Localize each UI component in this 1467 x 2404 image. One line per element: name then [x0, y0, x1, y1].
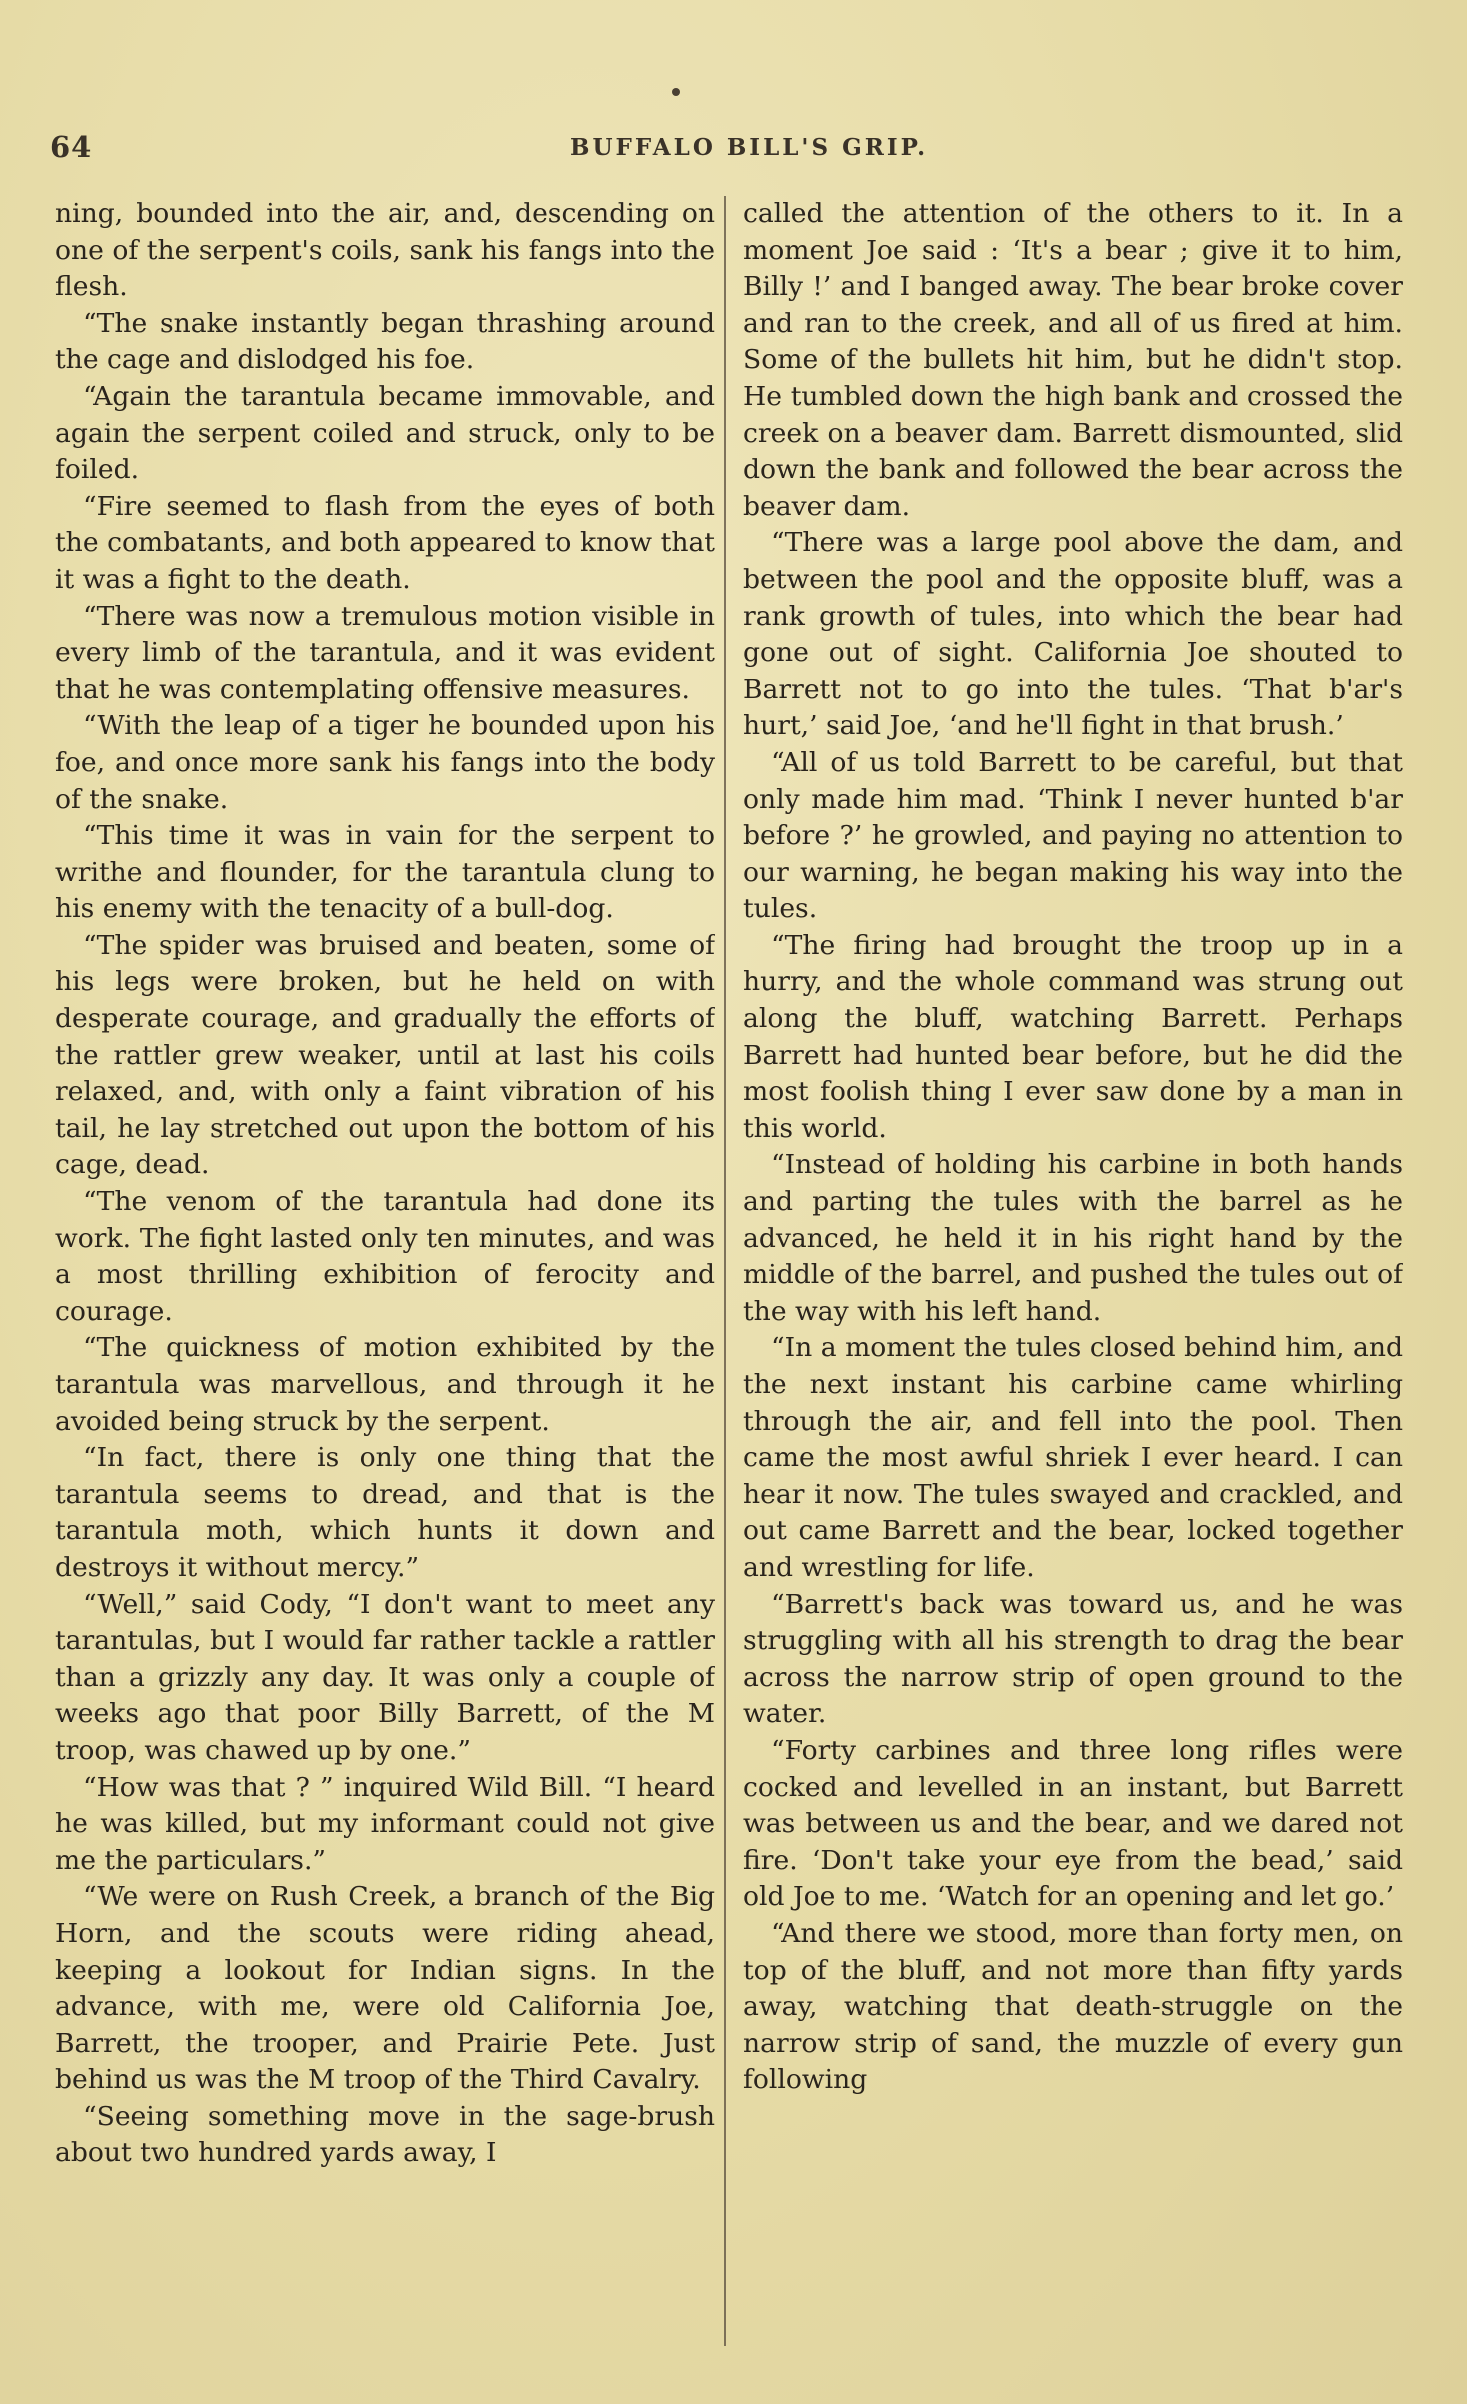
paragraph: “All of us told Barrett to be careful, but that only made him mad. ‘Think I never hunted b'ar before ?’ he growled, and paying no attention to our warning, he began making his way into the tules.: [743, 746, 1403, 925]
paragraph: “In fact, there is only one thing that the tarantula seems to dread, and that is the tarantula moth, which hunts it down and destroys it without mercy.”: [55, 1442, 715, 1583]
paragraph: “There was now a tremulous motion visible in every limb of the tarantula, and it was evident that he was contemplating offensive measures.: [55, 600, 715, 705]
paragraph: “The spider was bruised and beaten, some of his legs were broken, but he held on with desperate courage, and gradually the efforts of the rattler grew weaker, until at last his coils relaxed, and, with only a faint vibration of his tail, he lay stretched out upon the bottom of his cage, dead.: [55, 929, 715, 1181]
paragraph: “We were on Rush Creek, a branch of the Big Horn, and the scouts were riding ahead, keeping a lookout for Indian signs. In the advance, with me, were old California Joe, Barrett, the trooper, and Prairie Pete. Just behind us was the M troop of the Third Cavalry.: [55, 1881, 715, 2096]
paragraph: “The snake instantly began thrashing around the cage and dislodged his foe.: [55, 307, 715, 376]
paragraph: “How was that ? ” inquired Wild Bill. “I heard he was killed, but my informant could not give me the particulars.”: [55, 1771, 715, 1876]
paragraph: “Barrett's back was toward us, and he was struggling with all his strength to drag the bear across the narrow strip of open ground to the water.: [743, 1588, 1403, 1730]
page-number: 64: [50, 130, 93, 164]
left-column: [55, 196, 715, 2346]
paragraph: “With the leap of a tiger he bounded upon his foe, and once more sank his fangs into the body of the snake.: [55, 710, 715, 815]
paragraph: called the attention of the others to it. In a moment Joe said : ‘It's a bear ; give it to him, Billy !’ and I banged away. The bear broke cover and ran to the creek, and all of us fired at him. Some of the bullets hit him, but he didn't stop. He tumbled down the high bank and crossed the creek on a beaver dam. Barrett dismounted, slid down the bank and followed the bear across the beaver dam.: [743, 198, 1403, 522]
paragraph: “Seeing something move in the sage-brush about two hundred yards away, I: [55, 2100, 715, 2169]
paragraph: “The venom of the tarantula had done its work. The fight lasted only ten minutes, and was a most thrilling exhibition of ferocity and courage.: [55, 1186, 715, 1327]
paragraph: “This time it was in vain for the serpent to writhe and flounder, for the tarantula clung to his enemy with the tenacity of a bull-dog.: [55, 820, 715, 925]
paragraph: “The quickness of motion exhibited by the tarantula was marvellous, and through it he avoided being struck by the serpent.: [55, 1332, 715, 1437]
page-header: [50, 130, 1400, 170]
paragraph: “The firing had brought the troop up in a hurry, and the whole command was strung out along the bluff, watching Barrett. Perhaps Barrett had hunted bear before, but he did the most foolish thing I ever saw done by a man in this world.: [743, 929, 1403, 1144]
running-head: BUFFALO BILL'S GRIP.: [570, 134, 929, 161]
paragraph: “Well,” said Cody, “I don't want to meet any tarantulas, but I would far rather tackle a rattler than a grizzly any day. It was only a couple of weeks ago that poor Billy Barrett, of the M troop, was chawed up by one.”: [55, 1588, 715, 1766]
paragraph: “Forty carbines and three long rifles were cocked and levelled in an instant, but Barrett was between us and the bear, and we dared not fire. ‘Don't take your eye from the bead,’ said old Joe to me. ‘Watch for an opening and let go.’: [743, 1734, 1403, 1913]
paragraph: “There was a large pool above the dam, and between the pool and the opposite bluff, was a rank growth of tules, into which the bear had gone out of sight. California Joe shouted to Barrett not to go into the tules. ‘That b'ar's hurt,’ said Joe, ‘and he'll fight in that brush.’: [743, 527, 1403, 742]
paragraph: “In a moment the tules closed behind him, and the next instant his carbine came whirling through the air, and fell into the pool. Then came the most awful shriek I ever heard. I can hear it now. The tules swayed and crackled, and out came Barrett and the bear, locked together and wrestling for life.: [743, 1332, 1403, 1583]
printer-dot-mark: [672, 88, 680, 96]
paragraph: ning, bounded into the air, and, descending on one of the serpent's coils, sank his fangs into the flesh.: [55, 198, 715, 303]
paragraph: “Instead of holding his carbine in both hands and parting the tules with the barrel as he advanced, he held it in his right hand by the middle of the barrel, and pushed the tules out of the way with his left hand.: [743, 1149, 1403, 1327]
right-column: [743, 196, 1403, 2346]
paragraph: “And there we stood, more than forty men, on top of the bluff, and not more than fifty yards away, watching that death-struggle on the narrow strip of sand, the muzzle of every gun following: [743, 1917, 1403, 2096]
paragraph: “Again the tarantula became immovable, and again the serpent coiled and struck, only to be foiled.: [55, 380, 715, 486]
paragraph: “Fire seemed to flash from the eyes of both the combatants, and both appeared to know that it was a fight to the death.: [55, 490, 715, 595]
column-divider: [724, 196, 726, 2346]
